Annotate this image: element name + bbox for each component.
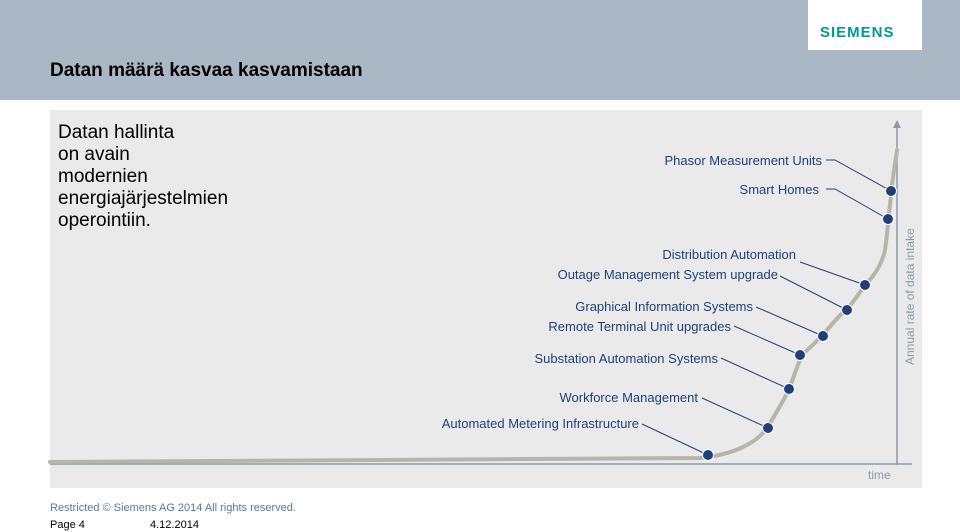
footer-restricted: Restricted © Siemens AG 2014 All rights reserved. [50, 502, 296, 514]
milestone-label: Graphical Information Systems [575, 299, 753, 314]
milestone-marker [763, 423, 774, 434]
y-axis-label: Annual rate of data intake [903, 228, 917, 365]
milestone-marker [703, 450, 714, 461]
leader-line [800, 262, 865, 285]
milestone-label: Automated Metering Infrastructure [441, 416, 639, 431]
leader-line [756, 307, 823, 336]
leader-line [826, 189, 888, 219]
page-title: Datan määrä kasvaa kasvamistaan [50, 60, 363, 81]
intro-line: on avain [58, 144, 130, 165]
milestone-label: Workforce Management [559, 390, 698, 405]
milestone-label: Smart Homes [739, 182, 819, 197]
leader-line [702, 398, 768, 428]
x-axis-label: time [868, 468, 891, 482]
milestone-label: Substation Automation Systems [534, 351, 718, 366]
y-axis-arrow-icon [893, 120, 901, 128]
milestone-marker [860, 280, 871, 291]
intro-line: modernien [58, 166, 148, 187]
milestone-marker [818, 331, 829, 342]
leader-line [642, 424, 708, 455]
intro-line: energiajärjestelmien [58, 188, 229, 209]
milestone-label: Phasor Measurement Units [664, 153, 822, 168]
intro-line: operointiin. [58, 210, 151, 231]
footer-date: 4.12.2014 [150, 519, 199, 531]
milestone-marker [886, 186, 897, 197]
milestone-label: Distribution Automation [662, 247, 796, 262]
milestone-label: Outage Management System upgrade [557, 267, 778, 282]
intro-line: Datan hallinta [58, 122, 175, 143]
siemens-logo: SIEMENS [820, 24, 895, 41]
footer-page-number: Page 4 [50, 519, 85, 531]
milestone-marker [842, 305, 853, 316]
leader-line [780, 276, 847, 310]
milestone-marker [795, 350, 806, 361]
milestone-label: Remote Terminal Unit upgrades [548, 319, 731, 334]
leader-line [734, 326, 800, 355]
leader-line [826, 160, 891, 191]
milestone-marker [883, 214, 894, 225]
milestone-marker [784, 384, 795, 395]
leader-line [721, 358, 789, 389]
